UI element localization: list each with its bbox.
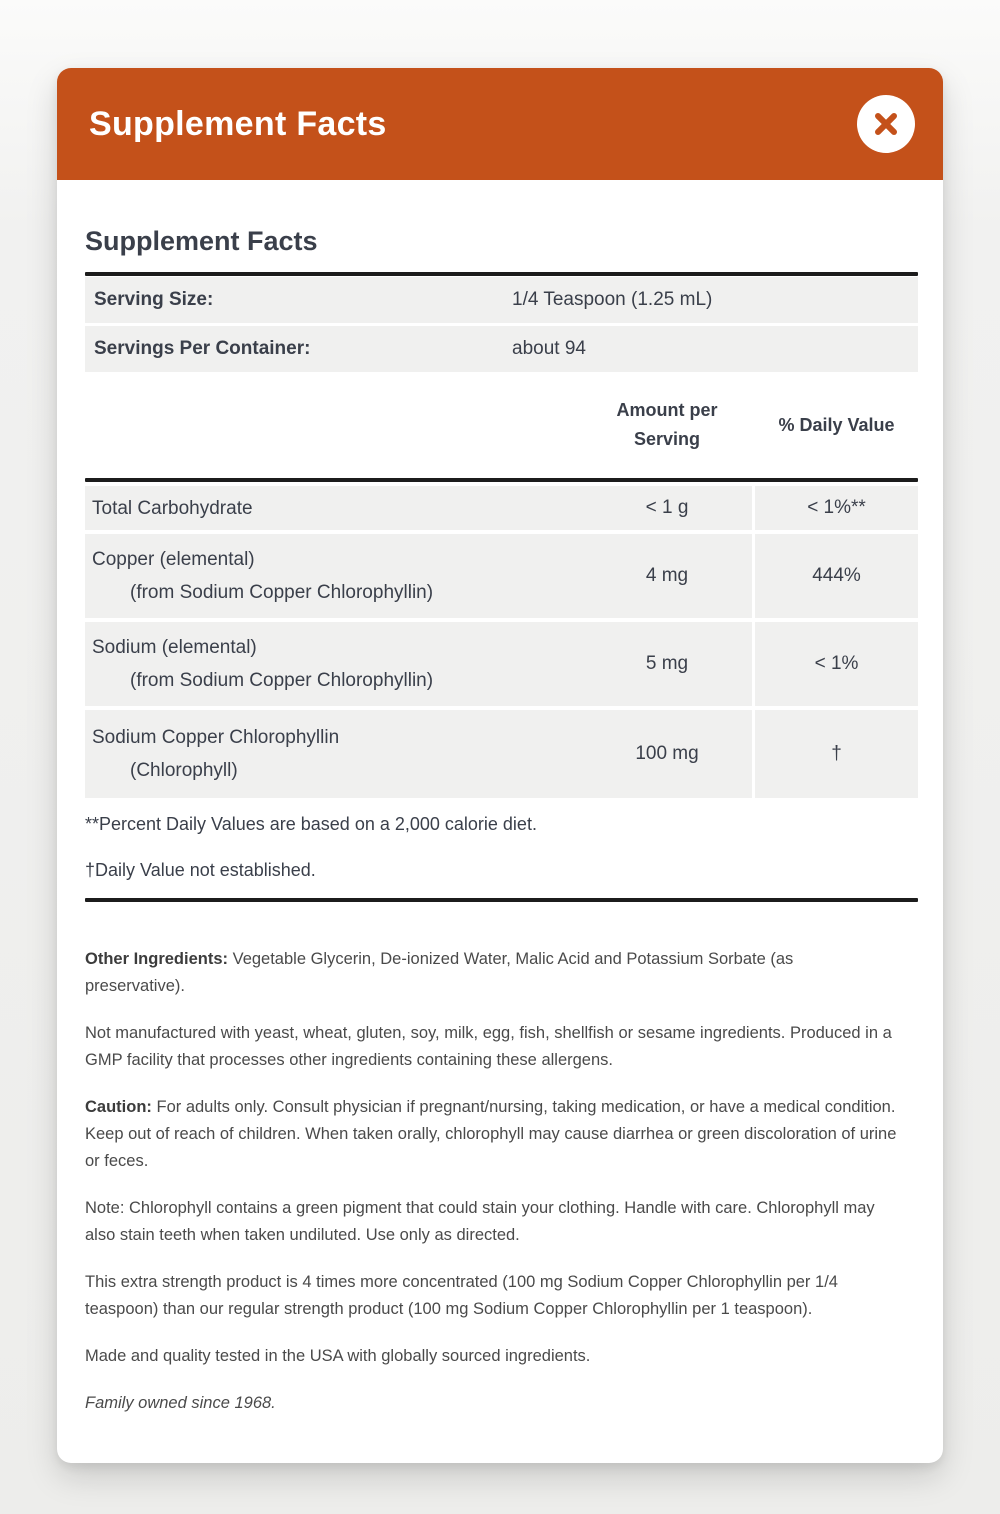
table-row bbox=[85, 622, 918, 706]
nutrient-amount: 5 mg bbox=[582, 622, 752, 706]
modal-title: Supplement Facts bbox=[89, 104, 387, 143]
divider-thick-top bbox=[85, 272, 918, 276]
daily-value-not-established-footnote: †Daily Value not established. bbox=[85, 860, 316, 880]
close-button[interactable] bbox=[857, 95, 915, 153]
divider-thick-middle bbox=[85, 478, 918, 482]
nutrient-name: Sodium Copper Chlorophyllin bbox=[92, 727, 340, 748]
nutrient-amount: 100 mg bbox=[582, 710, 752, 798]
servings-per-container-label: Servings Per Container: bbox=[94, 338, 311, 359]
nutrient-name: Copper (elemental) bbox=[92, 549, 255, 570]
table-row bbox=[85, 710, 918, 798]
other-ingredients-label: Other Ingredients: bbox=[85, 950, 229, 968]
modal-body bbox=[57, 226, 943, 1463]
nutrient-daily-value: < 1% bbox=[755, 622, 918, 706]
divider-thick-bottom bbox=[85, 898, 918, 902]
servings-per-container-row bbox=[85, 326, 918, 372]
additional-info bbox=[85, 946, 918, 1417]
made-in-usa-paragraph: Made and quality tested in the USA with globally sourced ingredients. bbox=[85, 1347, 591, 1365]
modal-header bbox=[57, 68, 943, 180]
nutrient-daily-value: † bbox=[755, 710, 918, 798]
nutrient-source: (from Sodium Copper Chlorophyllin) bbox=[130, 582, 434, 603]
table-row bbox=[85, 486, 918, 530]
nutrient-daily-value: < 1%** bbox=[755, 486, 918, 530]
nutrient-amount: < 1 g bbox=[582, 486, 752, 530]
family-owned-paragraph: Family owned since 1968. bbox=[85, 1394, 276, 1412]
serving-size-row bbox=[85, 277, 918, 323]
nutrient-amount: 4 mg bbox=[582, 534, 752, 618]
table-row bbox=[85, 534, 918, 618]
percent-daily-value-footnote: **Percent Daily Values are based on a 2,000 calorie diet. bbox=[85, 814, 537, 834]
amount-per-serving-header: Amount per Serving bbox=[616, 400, 718, 449]
nutrient-daily-value: 444% bbox=[755, 534, 918, 618]
nutrient-name: Sodium (elemental) bbox=[92, 637, 257, 658]
nutrient-source: (from Sodium Copper Chlorophyllin) bbox=[130, 670, 434, 691]
supplement-facts-modal bbox=[57, 68, 943, 1463]
close-icon bbox=[873, 111, 899, 137]
nutrient-source: (Chlorophyll) bbox=[130, 760, 238, 781]
caution-paragraph: Caution: For adults only. Consult physician if pregnant/nursing, taking medication, or have a medical condition. Keep out of reach of children. When taken orally, chlorophyll may cause diarrhea or green discoloration of urine or feces. bbox=[85, 1098, 897, 1170]
daily-value-header: % Daily Value bbox=[778, 414, 895, 435]
allergen-paragraph: Not manufactured with yeast, wheat, gluten, soy, milk, egg, fish, shellfish or sesame ingredients. Produced in a GMP facility that processes other ingredients containing these allergens. bbox=[85, 1024, 892, 1069]
serving-size-value: 1/4 Teaspoon (1.25 mL) bbox=[512, 289, 713, 310]
nutrient-name: Total Carbohydrate bbox=[92, 497, 253, 519]
serving-size-label: Serving Size: bbox=[94, 289, 214, 310]
note-paragraph: Note: Chlorophyll contains a green pigment that could stain your clothing. Handle with care. Chlorophyll may also stain teeth when taken undiluted. Use only as directed. bbox=[85, 1199, 875, 1244]
other-ingredients-paragraph: Other Ingredients: Vegetable Glycerin, De-ionized Water, Malic Acid and Potassium Sorbate (as preservative). bbox=[85, 950, 794, 995]
strength-paragraph: This extra strength product is 4 times more concentrated (100 mg Sodium Copper Chlorophyllin per 1/4 teaspoon) than our regular strength product (100 mg Sodium Copper Chlorophyllin per 1 teaspoon). bbox=[85, 1273, 838, 1318]
caution-label: Caution: bbox=[85, 1098, 152, 1116]
table-column-headers bbox=[85, 372, 918, 478]
servings-per-container-value: about 94 bbox=[512, 338, 586, 359]
panel-heading: Supplement Facts bbox=[85, 226, 318, 256]
